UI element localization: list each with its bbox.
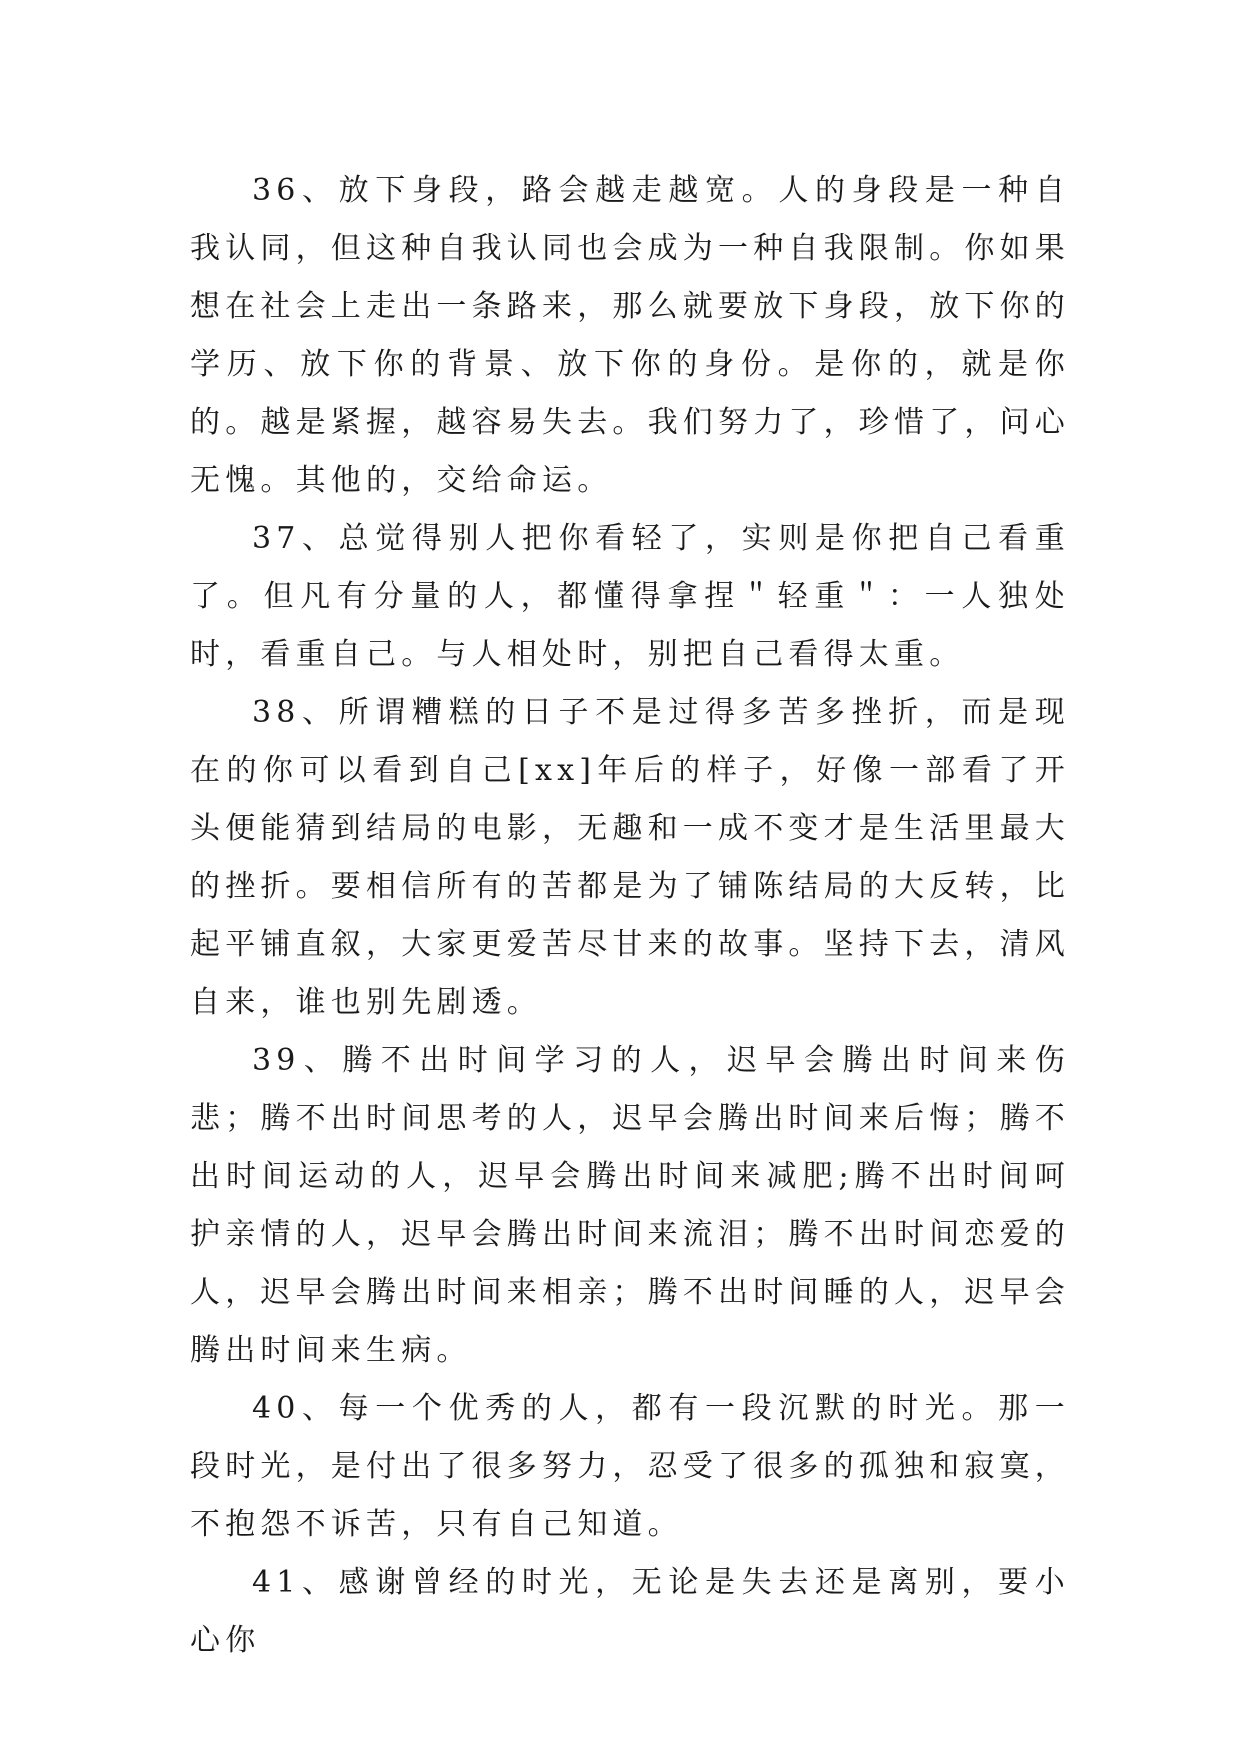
paragraph-37: 37、总觉得别人把你看轻了，实则是你把自己看重了。但凡有分量的人，都懂得拿捏＂轻重＂：一人独处时，看重自己。与人相处时，别把自己看得太重。	[190, 521, 1070, 672]
paragraph-39: 39、腾不出时间学习的人，迟早会腾出时间来伤悲；腾不出时间思考的人，迟早会腾出时间来后悔；腾不出时间运动的人，迟早会腾出时间来减肥;腾不出时间呵护亲情的人，迟早会腾出时间来流泪；腾不出时间恋爱的人，迟早会腾出时间来相亲；腾不出时间睡的人，迟早会腾出时间来生病。	[190, 1043, 1070, 1368]
paragraph-40: 40、每一个优秀的人，都有一段沉默的时光。那一段时光，是付出了很多努力，忍受了很多的孤独和寂寞，不抱怨不诉苦，只有自己知道。	[190, 1391, 1070, 1542]
document-body	[190, 162, 1070, 1670]
paragraph-38: 38、所谓糟糕的日子不是过得多苦多挫折，而是现在的你可以看到自己[xx]年后的样子，好像一部看了开头便能猜到结局的电影，无趣和一成不变才是生活里最大的挫折。要相信所有的苦都是为了铺陈结局的大反转，比起平铺直叙，大家更爱苦尽甘来的故事。坚持下去，清风自来，谁也别先剧透。	[190, 695, 1070, 1020]
paragraph-36: 36、放下身段，路会越走越宽。人的身段是一种自我认同，但这种自我认同也会成为一种自我限制。你如果想在社会上走出一条路来，那么就要放下身段，放下你的学历、放下你的背景、放下你的身份。是你的，就是你的。越是紧握，越容易失去。我们努力了，珍惜了，问心无愧。其他的，交给命运。	[190, 173, 1070, 498]
paragraph-41: 41、感谢曾经的时光，无论是失去还是离别，要小心你	[190, 1565, 1070, 1658]
